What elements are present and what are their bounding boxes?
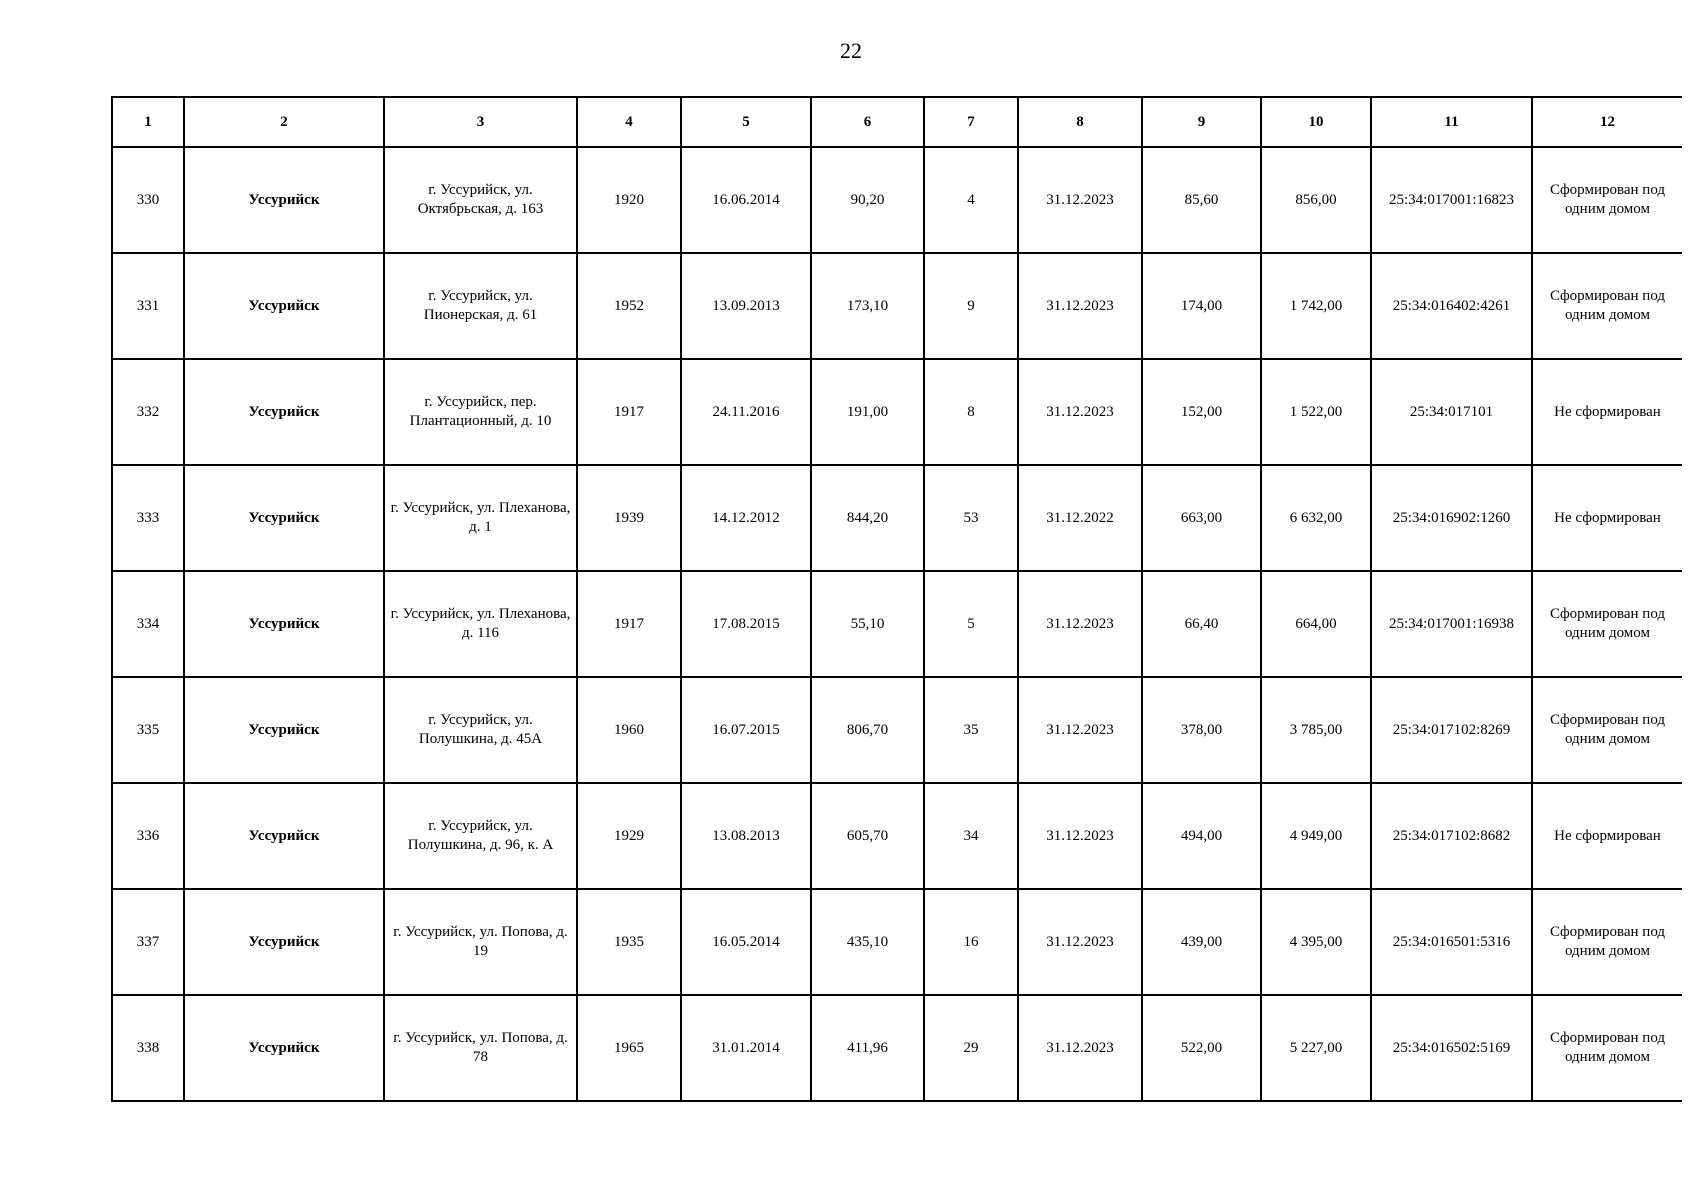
cell-year-built: 1929	[577, 783, 681, 889]
cell-index: 335	[112, 677, 184, 783]
cell-city: Уссурийск	[184, 677, 384, 783]
cell-cadastral-number: 25:34:016402:4261	[1371, 253, 1532, 359]
column-header-3: 3	[384, 97, 577, 147]
cell-date: 24.11.2016	[681, 359, 811, 465]
column-header-11: 11	[1371, 97, 1532, 147]
cell-year-built: 1939	[577, 465, 681, 571]
cell-address: г. Уссурийск, ул. Полушкина, д. 96, к. А	[384, 783, 577, 889]
cell-date: 16.06.2014	[681, 147, 811, 253]
cell-value-10: 3 785,00	[1261, 677, 1371, 783]
table-row	[112, 677, 1682, 783]
cell-value-10: 4 949,00	[1261, 783, 1371, 889]
cell-area: 90,20	[811, 147, 924, 253]
cell-value-9: 174,00	[1142, 253, 1261, 359]
cell-index: 334	[112, 571, 184, 677]
cell-value-9: 439,00	[1142, 889, 1261, 995]
cell-address: г. Уссурийск, ул. Октябрьская, д. 163	[384, 147, 577, 253]
cell-cadastral-number: 25:34:017102:8269	[1371, 677, 1532, 783]
cell-count: 35	[924, 677, 1018, 783]
cell-value-9: 494,00	[1142, 783, 1261, 889]
cell-year-built: 1917	[577, 359, 681, 465]
cell-address: г. Уссурийск, ул. Плеханова, д. 116	[384, 571, 577, 677]
cell-land-status: Не сформирован	[1532, 359, 1682, 465]
cell-area: 191,00	[811, 359, 924, 465]
column-header-2: 2	[184, 97, 384, 147]
cell-count: 16	[924, 889, 1018, 995]
cell-deadline: 31.12.2023	[1018, 677, 1142, 783]
cell-index: 333	[112, 465, 184, 571]
table-row	[112, 359, 1682, 465]
cell-city: Уссурийск	[184, 571, 384, 677]
cell-deadline: 31.12.2023	[1018, 571, 1142, 677]
cell-value-9: 522,00	[1142, 995, 1261, 1101]
cell-year-built: 1960	[577, 677, 681, 783]
cell-city: Уссурийск	[184, 783, 384, 889]
column-header-6: 6	[811, 97, 924, 147]
cell-date: 17.08.2015	[681, 571, 811, 677]
cell-date: 14.12.2012	[681, 465, 811, 571]
cell-land-status: Сформирован под одним домом	[1532, 677, 1682, 783]
cell-land-status: Сформирован под одним домом	[1532, 253, 1682, 359]
cell-deadline: 31.12.2023	[1018, 995, 1142, 1101]
cell-cadastral-number: 25:34:017102:8682	[1371, 783, 1532, 889]
cell-land-status: Не сформирован	[1532, 465, 1682, 571]
cell-land-status: Сформирован под одним домом	[1532, 147, 1682, 253]
cell-city: Уссурийск	[184, 253, 384, 359]
cell-area: 173,10	[811, 253, 924, 359]
cell-date: 16.05.2014	[681, 889, 811, 995]
registry-table	[111, 96, 1682, 1102]
cell-deadline: 31.12.2022	[1018, 465, 1142, 571]
table-row	[112, 253, 1682, 359]
cell-value-9: 378,00	[1142, 677, 1261, 783]
cell-area: 806,70	[811, 677, 924, 783]
cell-value-10: 856,00	[1261, 147, 1371, 253]
cell-deadline: 31.12.2023	[1018, 783, 1142, 889]
cell-value-10: 6 632,00	[1261, 465, 1371, 571]
cell-year-built: 1952	[577, 253, 681, 359]
cell-index: 337	[112, 889, 184, 995]
cell-cadastral-number: 25:34:016501:5316	[1371, 889, 1532, 995]
column-header-4: 4	[577, 97, 681, 147]
cell-cadastral-number: 25:34:017101	[1371, 359, 1532, 465]
cell-area: 55,10	[811, 571, 924, 677]
cell-area: 605,70	[811, 783, 924, 889]
cell-value-9: 152,00	[1142, 359, 1261, 465]
cell-deadline: 31.12.2023	[1018, 359, 1142, 465]
cell-value-9: 66,40	[1142, 571, 1261, 677]
header-row	[112, 97, 1682, 147]
cell-year-built: 1920	[577, 147, 681, 253]
cell-date: 13.08.2013	[681, 783, 811, 889]
cell-index: 332	[112, 359, 184, 465]
table-row	[112, 147, 1682, 253]
column-header-10: 10	[1261, 97, 1371, 147]
column-header-7: 7	[924, 97, 1018, 147]
column-header-8: 8	[1018, 97, 1142, 147]
cell-area: 435,10	[811, 889, 924, 995]
cell-value-10: 1 742,00	[1261, 253, 1371, 359]
column-header-9: 9	[1142, 97, 1261, 147]
cell-year-built: 1965	[577, 995, 681, 1101]
table-row	[112, 995, 1682, 1101]
cell-address: г. Уссурийск, ул. Пионерская, д. 61	[384, 253, 577, 359]
cell-count: 8	[924, 359, 1018, 465]
cell-city: Уссурийск	[184, 465, 384, 571]
table-body	[112, 147, 1682, 1101]
cell-address: г. Уссурийск, ул. Полушкина, д. 45А	[384, 677, 577, 783]
cell-value-10: 664,00	[1261, 571, 1371, 677]
cell-date: 16.07.2015	[681, 677, 811, 783]
column-header-12: 12	[1532, 97, 1682, 147]
table-row	[112, 571, 1682, 677]
cell-city: Уссурийск	[184, 359, 384, 465]
cell-index: 338	[112, 995, 184, 1101]
cell-deadline: 31.12.2023	[1018, 147, 1142, 253]
cell-index: 330	[112, 147, 184, 253]
cell-count: 5	[924, 571, 1018, 677]
cell-count: 9	[924, 253, 1018, 359]
registry-table-container	[111, 96, 1682, 1102]
cell-date: 31.01.2014	[681, 995, 811, 1101]
cell-count: 29	[924, 995, 1018, 1101]
cell-year-built: 1935	[577, 889, 681, 995]
cell-city: Уссурийск	[184, 889, 384, 995]
cell-city: Уссурийск	[184, 995, 384, 1101]
cell-value-9: 85,60	[1142, 147, 1261, 253]
cell-land-status: Сформирован под одним домом	[1532, 995, 1682, 1101]
cell-cadastral-number: 25:34:016502:5169	[1371, 995, 1532, 1101]
cell-index: 336	[112, 783, 184, 889]
cell-deadline: 31.12.2023	[1018, 253, 1142, 359]
cell-address: г. Уссурийск, ул. Попова, д. 78	[384, 995, 577, 1101]
cell-cadastral-number: 25:34:016902:1260	[1371, 465, 1532, 571]
cell-value-10: 4 395,00	[1261, 889, 1371, 995]
cell-deadline: 31.12.2023	[1018, 889, 1142, 995]
column-header-5: 5	[681, 97, 811, 147]
cell-index: 331	[112, 253, 184, 359]
cell-address: г. Уссурийск, ул. Плеханова, д. 1	[384, 465, 577, 571]
table-row	[112, 465, 1682, 571]
cell-count: 4	[924, 147, 1018, 253]
cell-address: г. Уссурийск, пер. Плантационный, д. 10	[384, 359, 577, 465]
cell-land-status: Сформирован под одним домом	[1532, 571, 1682, 677]
cell-address: г. Уссурийск, ул. Попова, д. 19	[384, 889, 577, 995]
table-row	[112, 889, 1682, 995]
column-header-1: 1	[112, 97, 184, 147]
cell-value-9: 663,00	[1142, 465, 1261, 571]
cell-land-status: Сформирован под одним домом	[1532, 889, 1682, 995]
cell-land-status: Не сформирован	[1532, 783, 1682, 889]
cell-area: 411,96	[811, 995, 924, 1101]
page-number: 22	[840, 38, 862, 63]
cell-year-built: 1917	[577, 571, 681, 677]
cell-count: 34	[924, 783, 1018, 889]
cell-count: 53	[924, 465, 1018, 571]
cell-date: 13.09.2013	[681, 253, 811, 359]
cell-value-10: 1 522,00	[1261, 359, 1371, 465]
cell-area: 844,20	[811, 465, 924, 571]
cell-city: Уссурийск	[184, 147, 384, 253]
cell-cadastral-number: 25:34:017001:16823	[1371, 147, 1532, 253]
cell-cadastral-number: 25:34:017001:16938	[1371, 571, 1532, 677]
table-row	[112, 783, 1682, 889]
cell-value-10: 5 227,00	[1261, 995, 1371, 1101]
